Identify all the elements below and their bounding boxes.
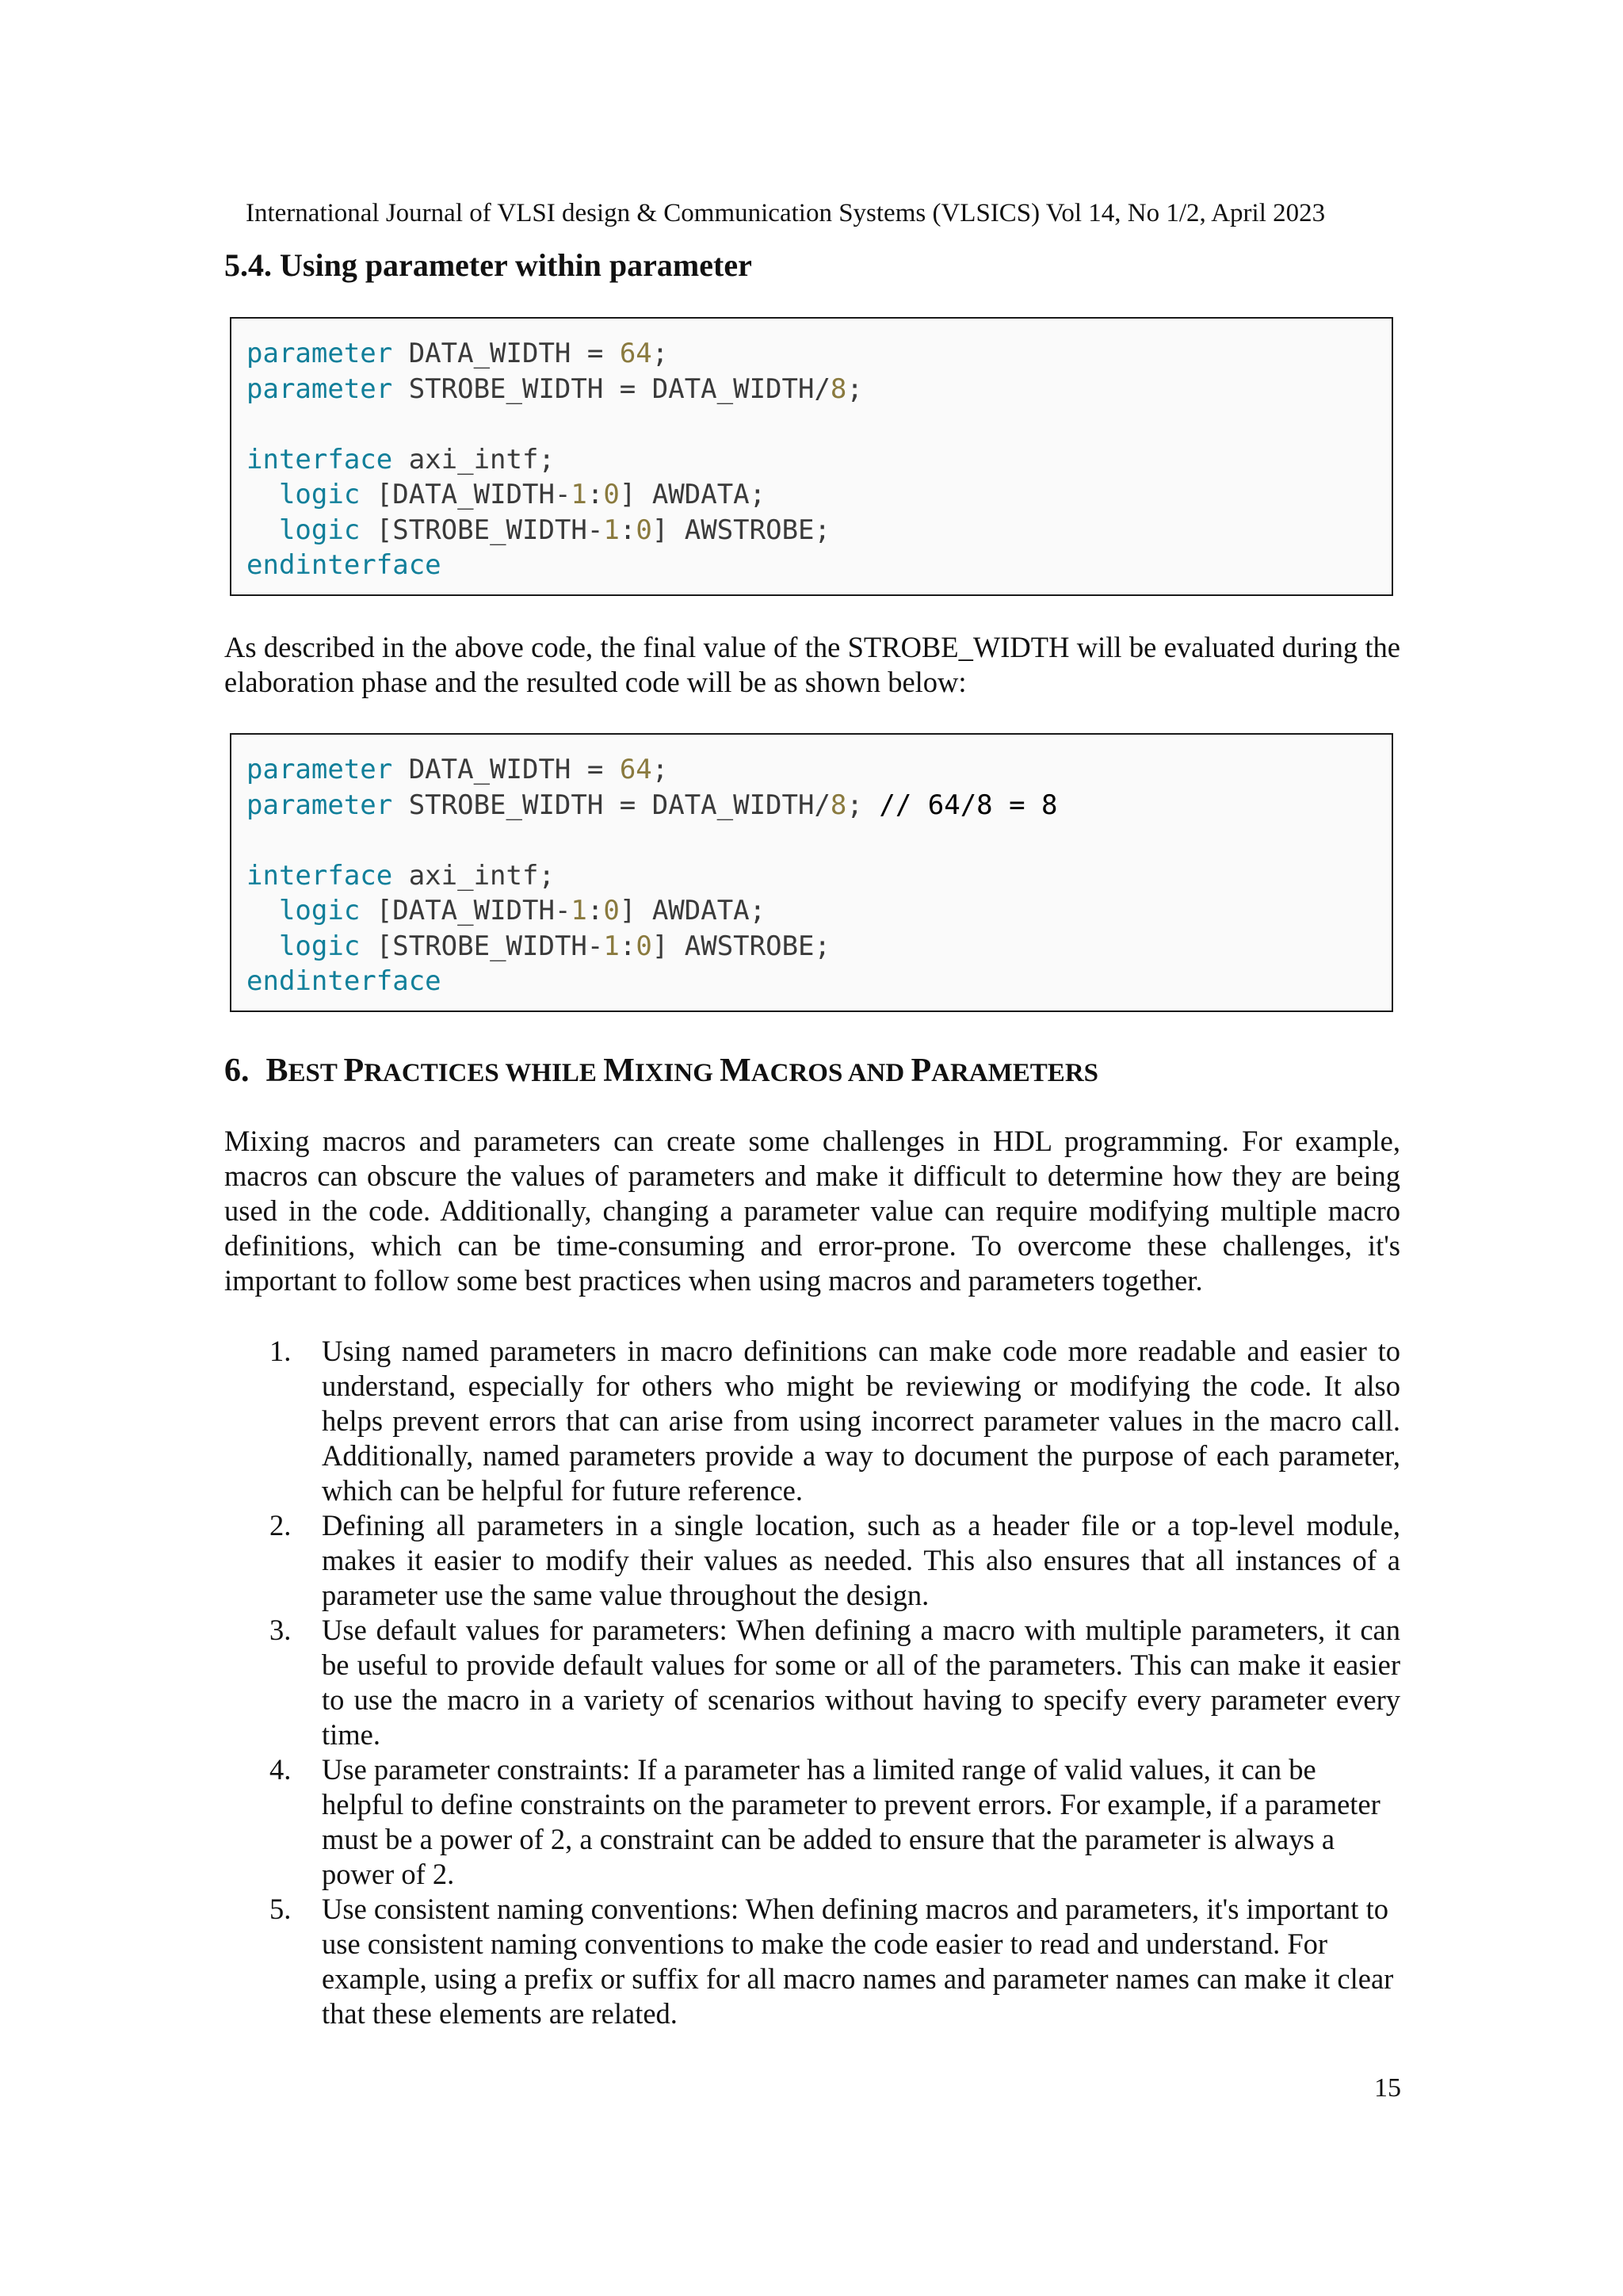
list-item-number: 4. <box>269 1753 292 1786</box>
code-line: endinterface <box>246 965 441 997</box>
list-item-text: Use parameter constraints: If a parameter has a limited range of valid values, it can be helpful to define constraints on the parameter to prevent errors. For example, if a parameter must be a power of 2, a constraint can be added to ensure that the parameter is always a power of 2. <box>322 1753 1381 1890</box>
list-item-number: 5. <box>269 1893 292 1925</box>
list-item <box>269 1892 1400 2031</box>
list-item-text: Use consistent naming conventions: When defining macros and parameters, it's important to use consistent naming conventions to make the code easier to read and understand. For example, using a prefix or suffix for all macro names and parameter names can make it clear that these elements are related. <box>322 1893 1394 2030</box>
list-item-number: 3. <box>269 1614 292 1646</box>
code-line: parameter STROBE_WIDTH = DATA_WIDTH/8; <box>246 372 863 405</box>
list-item <box>269 1613 1400 1752</box>
paragraph-elaboration: As described in the above code, the final value of the STROBE_WIDTH will be evaluated during the elaboration phase and the resulted code will be as shown below: <box>224 631 1400 698</box>
best-practices-list <box>269 1334 1400 2031</box>
code-block-1 <box>230 317 1393 596</box>
list-item <box>269 1334 1400 1508</box>
code-line: parameter DATA_WIDTH = 64; <box>246 754 669 785</box>
section-heading-6: 6. BEST PRACTICES WHILE MIXING MACROS AND PARAMETERS <box>224 1052 1098 1089</box>
code-line: logic [STROBE_WIDTH-1:0] AWSTROBE; <box>278 514 831 546</box>
code-comment: // 64/8 = 8 <box>862 789 1058 821</box>
code-line: parameter STROBE_WIDTH = DATA_WIDTH/8; // 64/8 = 8 <box>246 789 1058 821</box>
code-blank-line <box>246 407 1392 442</box>
section-heading-5-4: 5.4. Using parameter within parameter <box>224 247 752 283</box>
page-number: 15 <box>1374 2073 1401 2103</box>
journal-header: International Journal of VLSI design & Communication Systems (VLSICS) Vol 14, No 1/2, April 2023 <box>246 199 1326 227</box>
code-line: interface axi_intf; <box>246 859 555 892</box>
list-item-text: Defining all parameters in a single location, such as a header file or a top-level module, makes it easier to modify their values as needed. This also ensures that all instances of a parameter use the same value throughout the design. <box>322 1509 1400 1611</box>
list-item-text: Using named parameters in macro definitions can make code more readable and easier to understand, especially for others who might be reviewing or modifying the code. It also helps prevent errors that can arise from using incorrect parameter values in the macro call. Additionally, named parameters provide a way to document the purpose of each parameter, which can be helpful for future reference. <box>322 1335 1400 1507</box>
list-item <box>269 1508 1400 1613</box>
list-item-number: 1. <box>269 1335 292 1367</box>
code-line: logic [DATA_WIDTH-1:0] AWDATA; <box>278 479 766 510</box>
code-line: parameter DATA_WIDTH = 64; <box>246 338 669 369</box>
code-block-2 <box>230 733 1393 1012</box>
section-number: 6. <box>224 1052 250 1089</box>
list-item-text: Use default values for parameters: When defining a macro with multiple parameters, it can be useful to provide default values for some or all of the parameters. This can make it easier to use the macro in a variety of scenarios without having to specify every parameter every time. <box>322 1614 1400 1751</box>
code-line: endinterface <box>246 549 441 581</box>
code-line: logic [STROBE_WIDTH-1:0] AWSTROBE; <box>278 930 831 962</box>
code-line: logic [DATA_WIDTH-1:0] AWDATA; <box>278 895 766 926</box>
code-line: interface axi_intf; <box>246 443 555 476</box>
code-blank-line <box>246 823 1392 858</box>
paragraph-mixing-challenges: Mixing macros and parameters can create some challenges in HDL programming. For example, macros can obscure the values of parameters and make it difficult to determine how they are being used in the code. Additionally, changing a parameter value can require modifying multiple macro definitions, which can be time-consuming and error-prone. To overcome these challenges, it's important to follow some best practices when using macros and parameters together. <box>224 1125 1400 1297</box>
list-item-number: 2. <box>269 1509 292 1541</box>
list-item <box>269 1752 1400 1892</box>
